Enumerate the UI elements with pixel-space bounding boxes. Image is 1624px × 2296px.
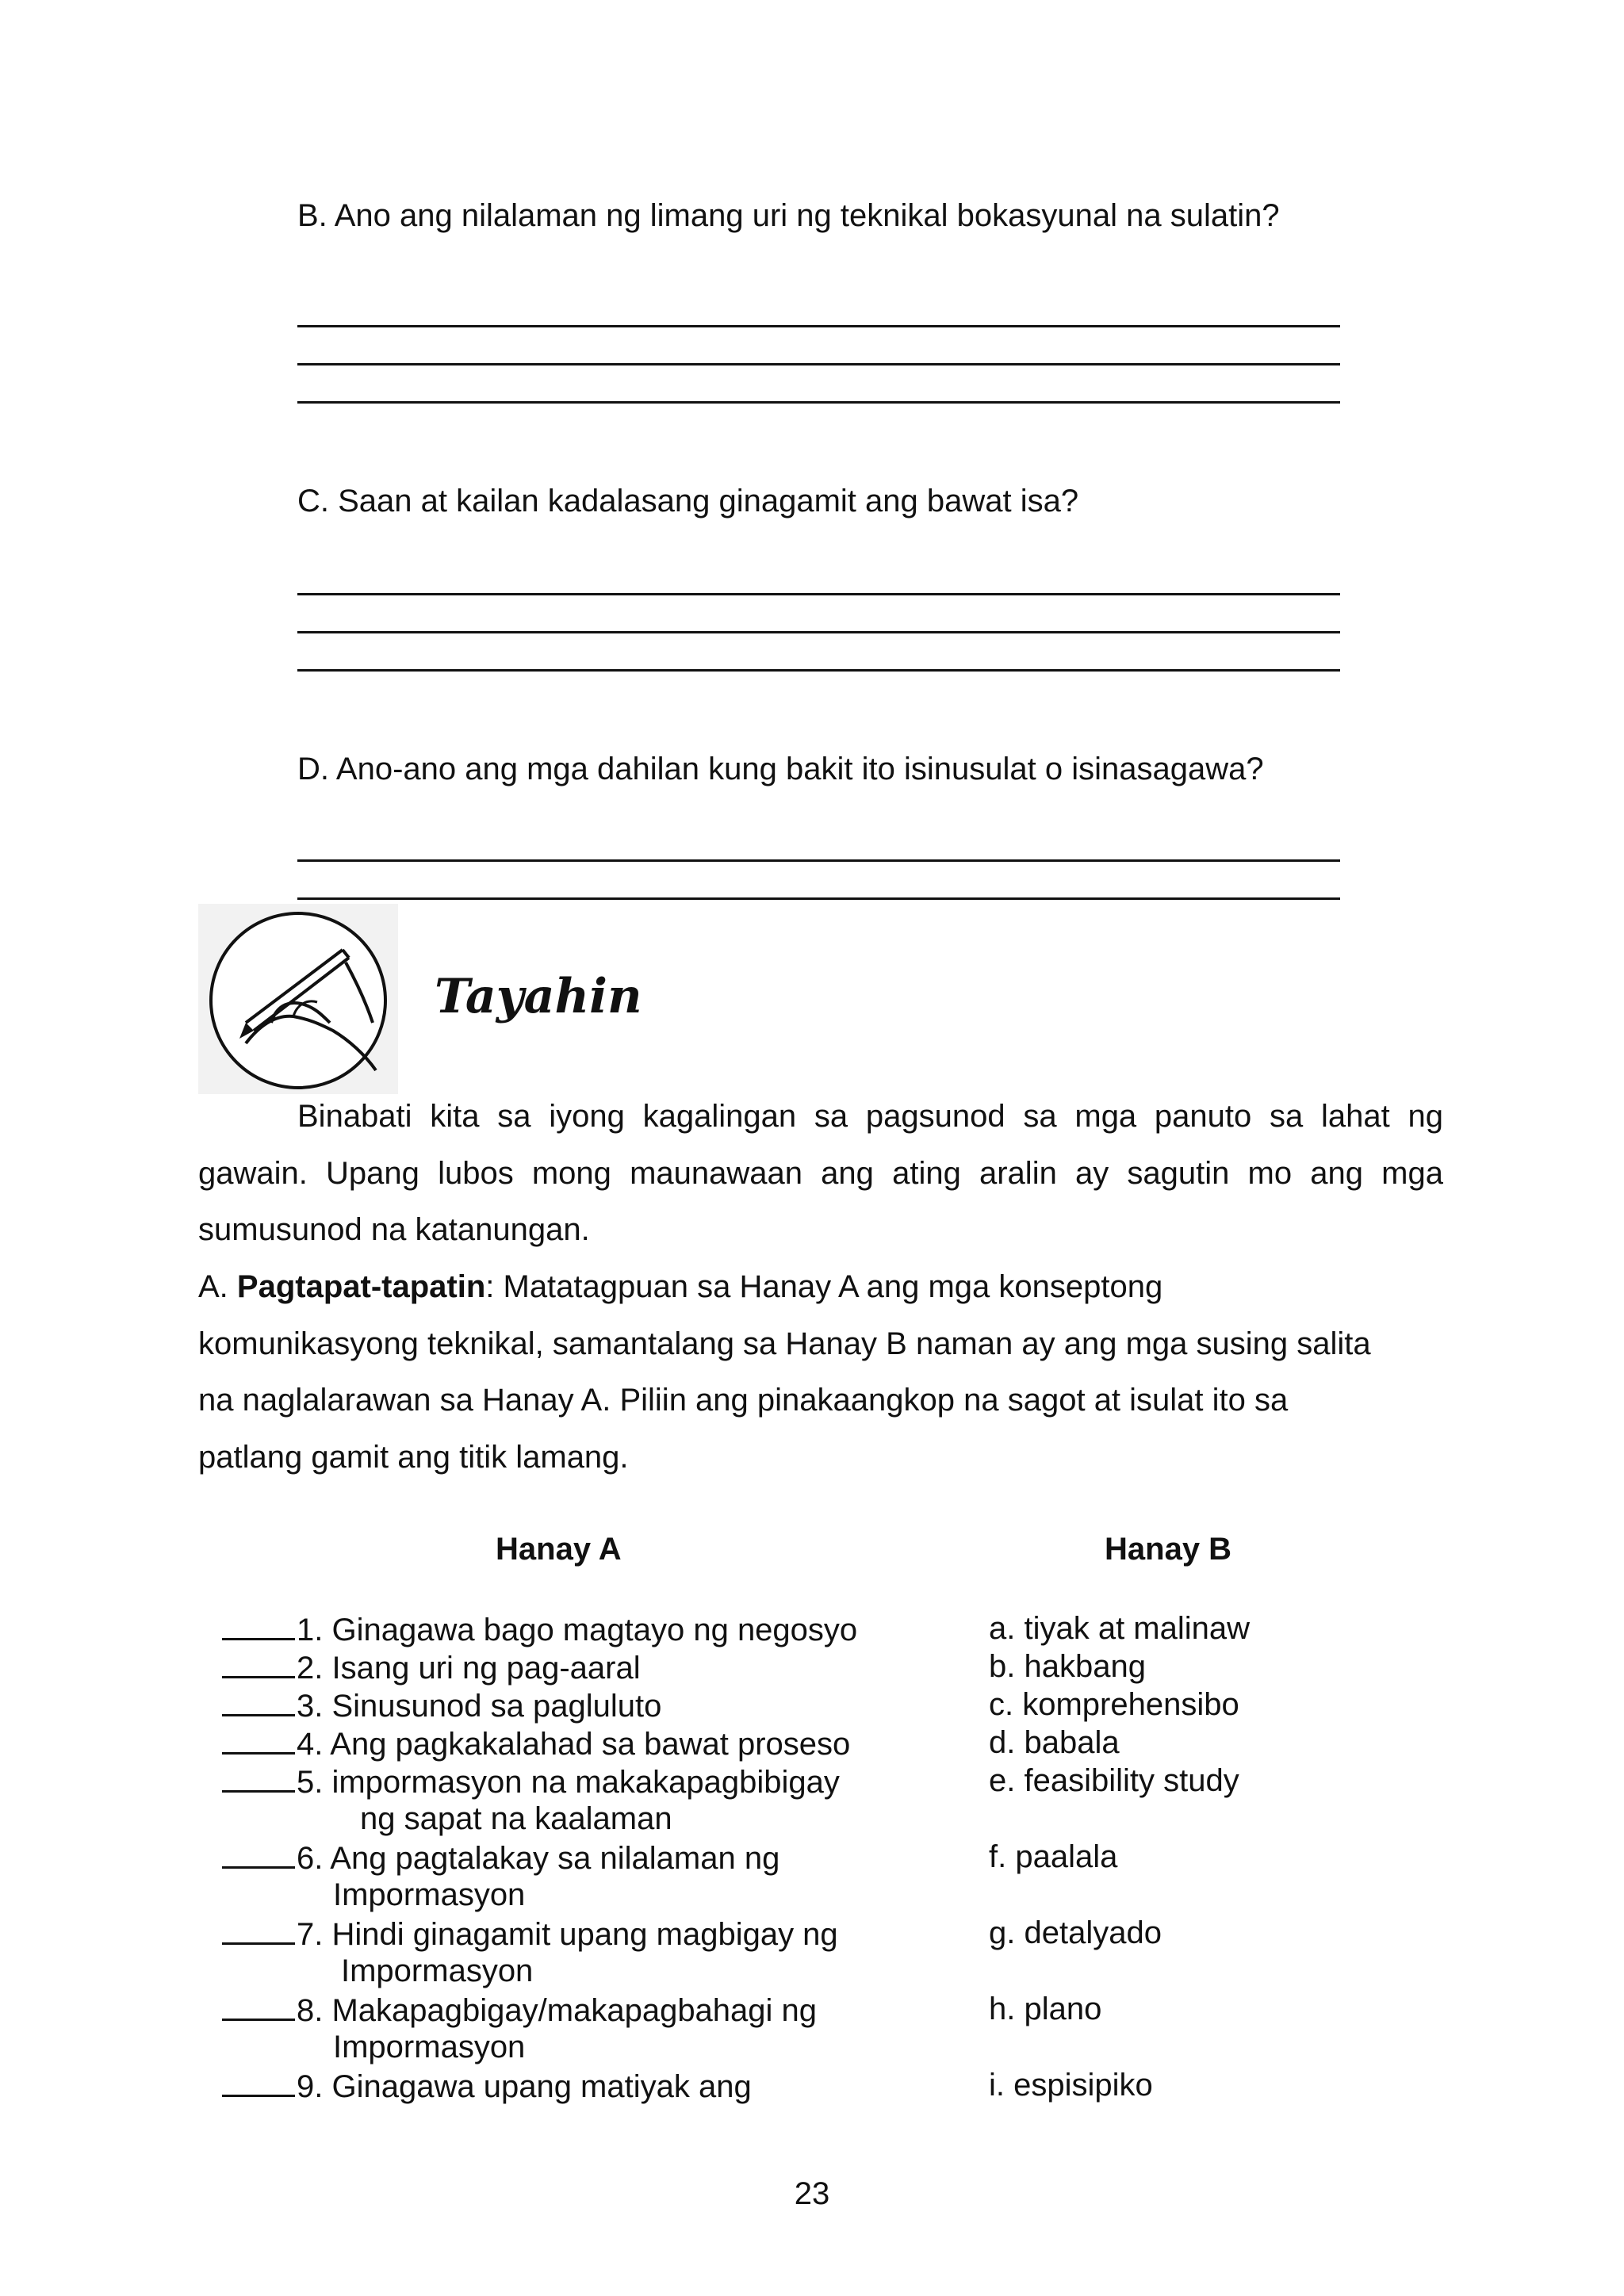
instruction-line-2: komunikasyong teknikal, samantalang sa Hanay B naman ay ang mga susing salita: [198, 1326, 1371, 1361]
hanay-a-item-5-text: 5. impormasyon na makakapagbibigay: [297, 1765, 840, 1800]
column-header-hanay-b: Hanay B: [1105, 1532, 1232, 1567]
question-b: B. Ano ang nilalaman ng limang uri ng teknikal bokasyunal na sulatin?: [297, 198, 1280, 233]
hanay-a-item-8-text: 8. Makapagbigay/makapagbahagi ng: [297, 1993, 818, 2028]
hanay-a-item-8-cont: Impormasyon: [333, 2030, 526, 2064]
hanay-a-item-7-text: 7. Hindi ginagamit upang magbigay ng: [297, 1917, 838, 1952]
answer-line-c2[interactable]: [297, 631, 1340, 633]
hanay-b-option-h: h. plano: [989, 1992, 1102, 2026]
answer-blank-2[interactable]: [222, 1649, 295, 1678]
hanay-b-option-b: b. hakbang: [989, 1649, 1146, 1684]
hanay-b-option-f: f. paalala: [989, 1839, 1118, 1874]
page-number: 23: [794, 2176, 830, 2211]
hanay-a-item-4: [222, 1725, 850, 1762]
hanay-a-item-3: [222, 1687, 661, 1724]
hanay-a-item-5: [222, 1763, 840, 1800]
instruction-line-1-rest: : Matatagpuan sa Hanay A ang mga konseptong: [485, 1269, 1163, 1304]
instruction-bold: Pagtapat-tapatin: [236, 1269, 486, 1304]
intro-paragraph: [198, 1089, 1443, 1259]
hanay-a-item-7: [222, 1915, 838, 1953]
hanay-a-item-6-cont: Impormasyon: [333, 1877, 526, 1912]
answer-blank-1[interactable]: [222, 1611, 295, 1640]
hanay-b-option-d: d. babala: [989, 1725, 1120, 1760]
column-header-hanay-a: Hanay A: [496, 1532, 622, 1567]
intro-line-1: Binabati kita sa iyong kagalingan sa pagsunod sa mga panuto sa lahat ng: [297, 1099, 1443, 1134]
answer-line-c1[interactable]: [297, 593, 1340, 595]
hanay-a-item-1-text: 1. Ginagawa bago magtayo ng negosyo: [297, 1613, 858, 1647]
instruction-prefix: A.: [198, 1269, 237, 1304]
hanay-a-item-5-cont: ng sapat na kaalaman: [360, 1801, 672, 1836]
answer-blank-4[interactable]: [222, 1725, 295, 1755]
answer-blank-5[interactable]: [222, 1763, 295, 1793]
instruction-line-4: patlang gamit ang titik lamang.: [198, 1439, 629, 1475]
hanay-a-item-6: [222, 1839, 779, 1877]
answer-line-b3[interactable]: [297, 401, 1340, 404]
hanay-a-item-8: [222, 1992, 817, 2029]
hanay-a-item-2: [222, 1649, 641, 1686]
hanay-a-item-1: [222, 1611, 857, 1648]
answer-blank-8[interactable]: [222, 1992, 295, 2021]
answer-blank-3[interactable]: [222, 1687, 295, 1716]
hanay-a-item-4-text: 4. Ang pagkakalahad sa bawat proseso: [297, 1727, 851, 1762]
instruction-paragraph: [198, 1259, 1443, 1486]
instruction-line-3: na naglalarawan sa Hanay A. Piliin ang pinakaangkop na sagot at isulat ito sa: [198, 1383, 1289, 1418]
hanay-b-option-i: i. espisipiko: [989, 2068, 1153, 2103]
answer-line-c3[interactable]: [297, 669, 1340, 672]
question-c: C. Saan at kailan kadalasang ginagamit ang bawat isa?: [297, 484, 1079, 519]
answer-line-b2[interactable]: [297, 363, 1340, 365]
hanay-a-item-9-text: 9. Ginagawa upang matiyak ang: [297, 2069, 752, 2104]
hand-writing-pencil-icon: [198, 904, 398, 1094]
answer-blank-7[interactable]: [222, 1915, 295, 1945]
hanay-a-item-3-text: 3. Sinusunod sa pagluluto: [297, 1689, 662, 1724]
answer-line-d1[interactable]: [297, 859, 1340, 862]
instruction-line-1: [198, 1259, 1443, 1316]
hanay-a-item-9: [222, 2068, 752, 2105]
hanay-a-item-7-cont: Impormasyon: [341, 1954, 534, 1988]
hanay-b-option-a: a. tiyak at malinaw: [989, 1611, 1251, 1646]
hanay-a-item-6-text: 6. Ang pagtalakay sa nilalaman ng: [297, 1841, 780, 1876]
answer-line-b1[interactable]: [297, 325, 1340, 327]
hanay-b-option-g: g. detalyado: [989, 1915, 1162, 1950]
hanay-b-option-e: e. feasibility study: [989, 1763, 1239, 1798]
answer-blank-9[interactable]: [222, 2068, 295, 2097]
hanay-a-item-2-text: 2. Isang uri ng pag-aaral: [297, 1651, 641, 1686]
section-title: Tayahin: [435, 969, 642, 1024]
question-d: D. Ano-ano ang mga dahilan kung bakit ito isinusulat o isinasagawa?: [297, 752, 1264, 786]
intro-line-3: sumusunod na katanungan.: [198, 1212, 590, 1247]
hanay-b-option-c: c. komprehensibo: [989, 1687, 1239, 1722]
answer-blank-6[interactable]: [222, 1839, 295, 1869]
intro-line-2: gawain. Upang lubos mong maunawaan ang ating aralin ay sagutin mo ang mga: [198, 1155, 1443, 1191]
answer-line-d2[interactable]: [297, 897, 1340, 900]
